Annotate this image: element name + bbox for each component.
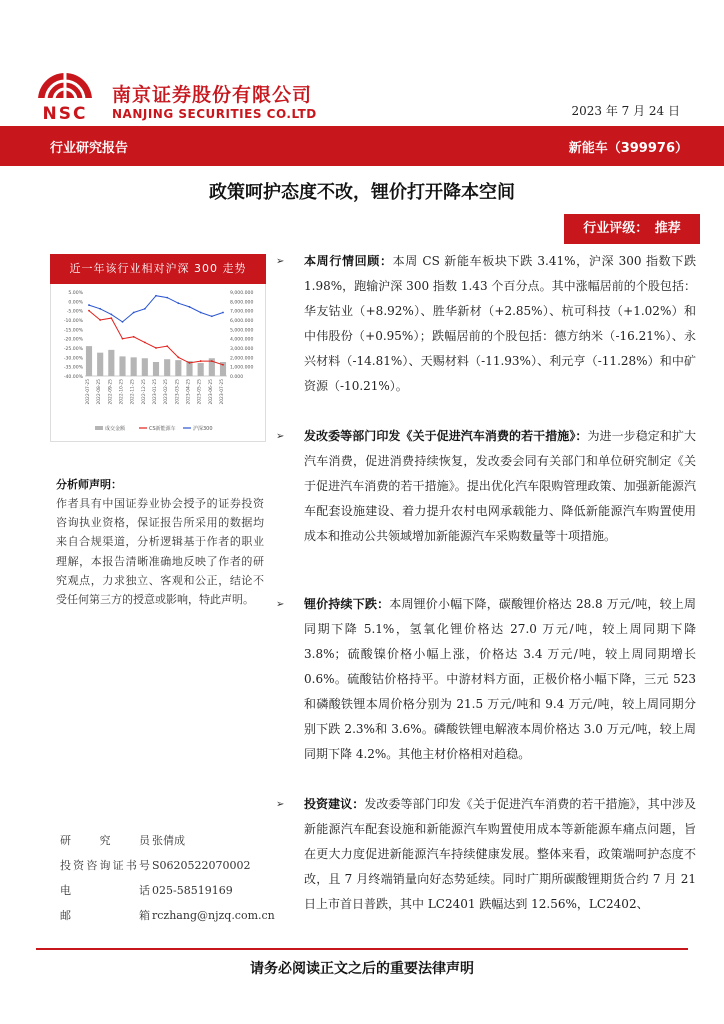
contact-analyst — [60, 832, 270, 848]
series-point — [99, 319, 101, 321]
series-point — [88, 304, 90, 306]
y-right-tick-label: 5,000.000 — [230, 328, 254, 334]
report-date: 2023 年 7 月 24 日 — [571, 104, 680, 118]
y-left-tick-label: -25.00% — [63, 347, 83, 352]
y-right-tick-label: 9,000.000 — [230, 291, 254, 296]
legend-swatch — [95, 426, 103, 430]
series-point — [99, 308, 101, 310]
series-point — [88, 310, 90, 312]
section-lead: 本周行情回顾： — [304, 254, 393, 268]
logo-abbr: NSC — [42, 104, 88, 122]
x-tick-label: 2023-04-25 — [186, 379, 192, 405]
series-point — [133, 312, 135, 314]
disclaimer-title: 分析师声明： — [56, 478, 122, 491]
volume-bar — [153, 362, 159, 376]
industry-rating: 行业评级： 推荐 — [564, 214, 700, 244]
footer-legal-notice: 请务必阅读正文之后的重要法律声明 — [250, 961, 474, 977]
chart-header: 近一年该行业相对沪深 300 走势 — [50, 254, 266, 284]
section-lead: 投资建议： — [304, 797, 365, 811]
series-point — [155, 347, 157, 349]
x-tick-label: 2022-08-25 — [97, 379, 103, 405]
x-tick-label: 2022-12-25 — [141, 379, 147, 405]
contact-value[interactable]: rczhang@njzq.com.cn — [152, 909, 275, 922]
y-right-tick-label: 4,000.000 — [230, 337, 254, 343]
y-left-tick-label: -35.00% — [63, 365, 83, 371]
page-title: 政策呵护态度不改，锂价打开降本空间 — [209, 182, 515, 203]
contact-cert — [60, 857, 270, 873]
x-tick-label: 2023-01-25 — [153, 379, 158, 405]
series-point — [144, 308, 146, 310]
x-tick-label: 2022-07-25 — [86, 379, 91, 405]
section-market-review — [276, 249, 696, 399]
volume-bar — [108, 350, 114, 376]
bullet-arrow-icon: ➢ — [276, 256, 285, 267]
contact-value: 张倩成 — [152, 834, 185, 847]
y-right-tick-label: 0.000 — [230, 375, 244, 380]
series-point — [122, 321, 124, 323]
contact-label: 投资咨询证书号 — [60, 859, 150, 872]
disclaimer-text: 作者具有中国证券业协会授予的证券投资咨询执业资格，保证报告所采用的数据均来自合规渠道，分析逻辑基于作者的职业理解，本报告清晰准确地反映了作者的研究观点，力求独立、客观和公正，结论不受任何第三方的授意或影响，特此声明。 — [56, 497, 264, 607]
y-right-tick-label: 1,000.000 — [230, 365, 254, 371]
series-point — [211, 315, 213, 317]
company-name-cn: 南京证券股份有限公司 — [112, 84, 313, 106]
company-name-en: NANJING SECURITIES CO.LTD — [112, 107, 317, 121]
series-point — [211, 360, 213, 362]
footer-divider — [36, 948, 688, 950]
x-tick-label: 2023-07-25 — [220, 379, 225, 405]
bullet-arrow-icon: ➢ — [276, 799, 285, 810]
series-point — [222, 364, 224, 366]
y-right-tick-label: 2,000.000 — [230, 356, 254, 362]
x-tick-label: 2022-09-25 — [108, 379, 114, 405]
y-right-tick-label: 8,000.000 — [230, 300, 254, 306]
series-point — [155, 295, 157, 297]
series-point — [189, 362, 191, 364]
x-tick-label: 2022-11-25 — [130, 379, 136, 405]
section-body: 发改委等部门印发《关于促进汽车消费的若干措施》，其中涉及新能源汽车配套设施和新能源汽车购置使用成本等新能源车痛点问题，旨在更大力度促进新能源汽车持续健康发展。整体来看，政策端呵护态度不改，且 7 月终端销量向好态势延续。同时广期所碳酸锂期货合约 7 月 21 日上市首日普跌，其中 LC2401 跌幅达到 12.56%，LC2402、 — [304, 797, 696, 911]
bullet-arrow-icon: ➢ — [276, 431, 285, 442]
x-tick-label: 2023-03-25 — [175, 379, 181, 405]
section-lithium-price — [276, 592, 696, 767]
volume-bar — [175, 360, 181, 376]
series-point — [177, 356, 179, 358]
volume-bar — [142, 358, 148, 376]
contact-value: 025-58519169 — [152, 884, 233, 897]
volume-bar — [97, 353, 103, 376]
y-right-tick-label: 7,000.000 — [230, 309, 254, 315]
y-left-tick-label: -30.00% — [63, 356, 83, 362]
legend-label: 成交金额 — [105, 426, 126, 432]
contact-label: 邮 箱 — [60, 909, 150, 922]
contact-value: S0620522070002 — [152, 859, 251, 872]
report-type: 行业研究报告 — [50, 141, 129, 156]
section-lead: 锂价持续下跌： — [304, 597, 390, 611]
series-point — [189, 306, 191, 308]
x-tick-label: 2022-10-25 — [119, 379, 125, 405]
series-point — [177, 302, 179, 304]
series-point — [200, 360, 202, 362]
y-left-tick-label: -10.00% — [63, 319, 83, 324]
y-left-tick-label: -40.00% — [63, 375, 83, 380]
contact-label: 研 究 员 — [60, 834, 150, 847]
x-tick-label: 2023-05-25 — [197, 379, 203, 405]
chart-container — [50, 284, 266, 442]
series-point — [110, 317, 112, 319]
section-body: 为进一步稳定和扩大汽车消费，促进消费持续恢复，发改委会同有关部门和单位研究制定《关于促进汽车消费的若干措施》。提出优化汽车限购管理政策、加强新能源汽车配套设施建设、着力提升农村电网承载能力、降低新能源汽车购置使用成本和推动公共领域增加新能源汽车采购数量等十项措施。 — [304, 429, 696, 543]
y-right-tick-label: 6,000.000 — [230, 319, 254, 324]
x-tick-label: 2023-06-25 — [208, 379, 214, 405]
y-right-tick-label: 3,000.000 — [230, 347, 254, 352]
series-point — [144, 342, 146, 344]
section-body: 本周 CS 新能车板块下跌 3.41%，沪深 300 指数下跌 1.98%，跑输沪深 300 指数 1.43 个百分点。其中涨幅居前的个股包括：华友钴业（+8.92%）、胜华新材（+2.85%）、杭可科技（+1.02%）和中伟股份（+0.95%）；跌幅居前的个股包括：德方纳米（-16.21%）、永兴材料（-14.81%）、天赐材料（-11.93%）、利元亨（-11.28%）和中矿资源（-10.21%）。 — [304, 254, 696, 393]
relative-performance-chart — [51, 284, 265, 440]
contact-phone — [60, 882, 270, 898]
legend-label: CS新能源车 — [149, 426, 176, 432]
series-point — [166, 297, 168, 299]
x-tick-label: 2023-02-25 — [164, 379, 170, 405]
section-body: 本周锂价小幅下降，碳酸锂价格达 28.8 万元/吨，较上周同期下降 5.1%，氢氧化锂价格达 27.0 万元/吨，较上周同期下降 3.8%；硫酸镍价格小幅上涨，价格达 3.4 万元/吨，较上周同期增长 0.6%。硫酸钴价格持平。中游材料方面，正极价格小幅下降，三元 523 和磷酸铁锂本周价格分别为 21.5 万元/吨和 9.4 万元/吨，较上周同期分别下跌 2.3%和 3.6%。磷酸铁锂电解液本周价格达 3.0 万元/吨，较上周同期下降 4.2%。其他主材价格相对趋稳。 — [304, 597, 696, 761]
y-left-tick-label: 0.00% — [68, 300, 83, 306]
section-investment-advice — [276, 792, 696, 917]
volume-bar — [131, 357, 137, 376]
legend-label: 沪深300 — [193, 426, 213, 432]
series-point — [133, 336, 135, 338]
volume-bar — [198, 363, 204, 376]
series-point — [200, 312, 202, 314]
series-point — [122, 338, 124, 340]
section-policy — [276, 424, 696, 549]
volume-bar — [164, 359, 170, 376]
y-left-tick-label: -15.00% — [63, 328, 83, 334]
series-point — [110, 314, 112, 316]
section-lead: 发改委等部门印发《关于促进汽车消费的若干措施》： — [304, 429, 588, 443]
contact-email — [60, 907, 275, 923]
y-left-tick-label: -20.00% — [63, 337, 83, 343]
series-point — [166, 345, 168, 347]
sector-label: 新能车（399976） — [568, 141, 688, 156]
bullet-arrow-icon: ➢ — [276, 599, 285, 610]
y-left-tick-label: 5.00% — [68, 291, 83, 296]
contact-label: 电 话 — [60, 884, 150, 897]
nsc-logo — [32, 60, 98, 122]
volume-bar — [86, 346, 92, 376]
volume-bar — [119, 356, 125, 376]
series-point — [222, 312, 224, 314]
y-left-tick-label: -5.00% — [66, 309, 83, 315]
